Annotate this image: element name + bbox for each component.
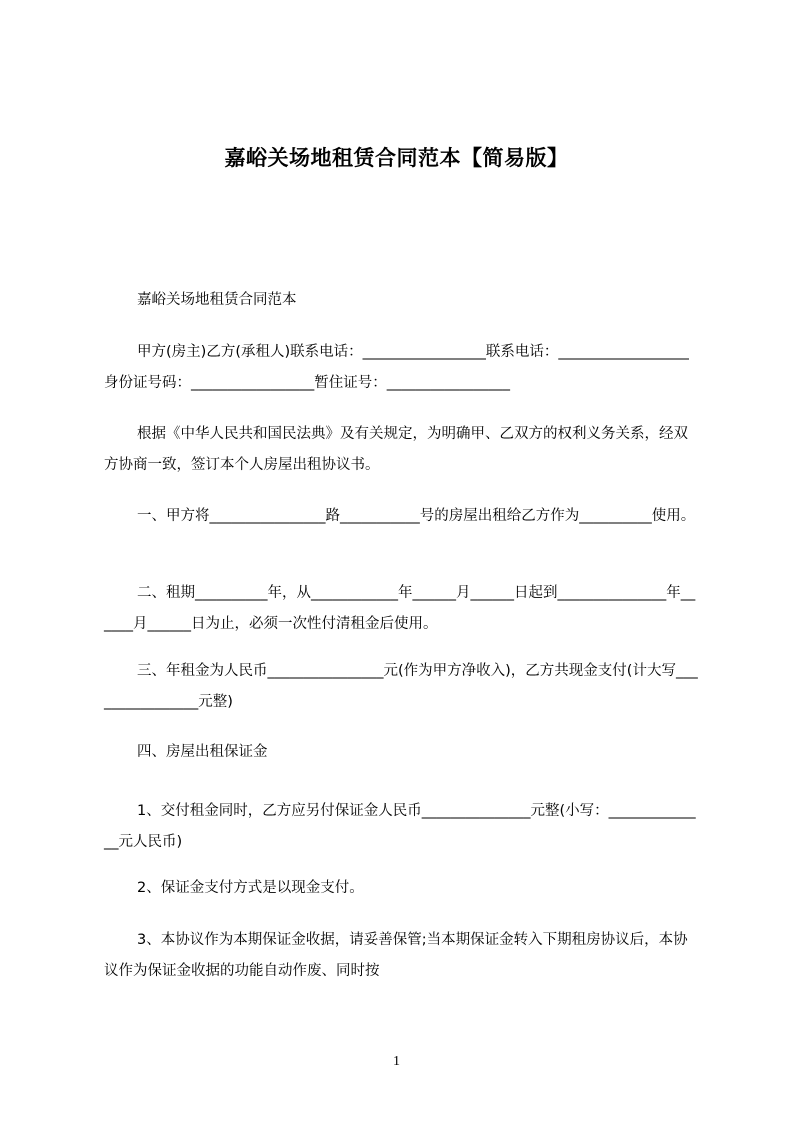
page-number: 1	[393, 1054, 400, 1069]
paragraph-party-info: 甲方(房主)乙方(承租人)联系电话：_________________联系电话：__________________身份证号码：_________________暂住证号：_________________	[104, 344, 689, 391]
paragraph-clause-2: 二、租期__________年，从____________年______月______日起到_______________年______月______日为止，必须一次性付清租金后使用。	[104, 585, 696, 632]
paragraph-clause-3: 三、年租金为人民币________________元(作为甲方净收入)，乙方共现金支付(计大写________________元整)	[104, 663, 698, 710]
paragraph-deposit-2: 2、保证金支付方式是以现金支付。	[137, 880, 364, 896]
paragraph-contract-name: 嘉峪关场地租赁合同范本	[137, 292, 297, 308]
paragraph-deposit-3: 3、本协议作为本期保证金收据，请妥善保管;当本期保证金转入下期租房协议后，本协议作为保证金收据的功能自动作废、同时按	[104, 932, 688, 979]
paragraph-clause-1: 一、甲方将________________路___________号的房屋出租给乙方作为__________使用。	[137, 508, 696, 524]
paragraph-legal-basis: 根据《中华人民共和国民法典》及有关规定，为明确甲、乙双方的权利义务关系，经双方协商一致，签订本个人房屋出租协议书。	[104, 426, 688, 473]
paragraph-clause-4-heading: 四、房屋出租保证金	[137, 744, 268, 760]
paragraph-deposit-1: 1、交付租金同时，乙方应另付保证金人民币_______________元整(小写：______________元人民币)	[104, 803, 696, 850]
document-title: 嘉峪关场地租赁合同范本【简易版】	[224, 146, 569, 170]
